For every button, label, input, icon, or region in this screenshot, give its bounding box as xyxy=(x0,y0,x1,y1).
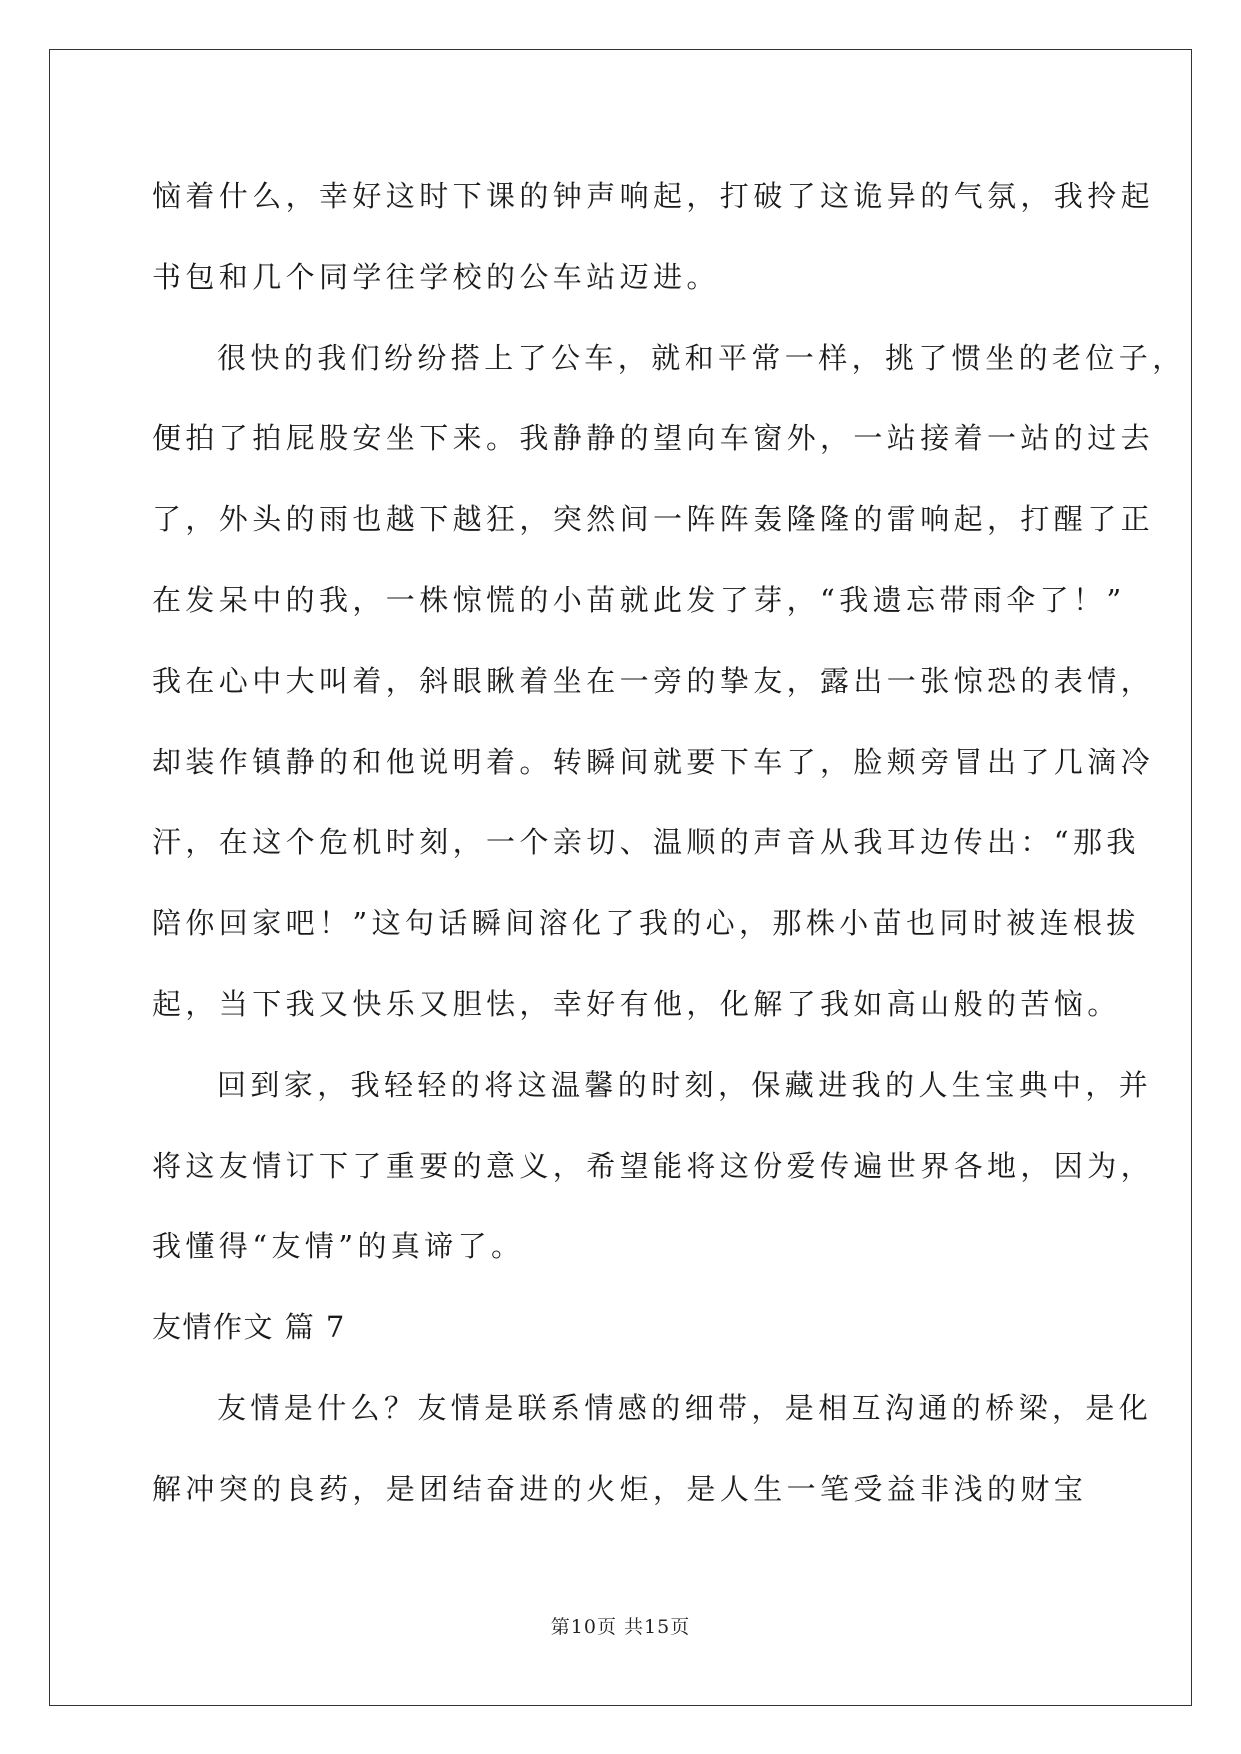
paragraph-line: 汗，在这个危机时刻，一个亲切、温顺的声音从我耳边传出：“那我 xyxy=(152,825,1140,860)
paragraph-line: 将这友情订下了重要的意义，希望能将这份爱传遍世界各地，因为， xyxy=(152,1148,1155,1183)
section-heading: 友情作文 篇 7 xyxy=(152,1310,346,1345)
page-mid: 页 共 xyxy=(596,1616,645,1638)
paragraph-line: 我在心中大叫着，斜眼瞅着坐在一旁的挚友，露出一张惊恐的表情， xyxy=(152,663,1155,698)
paragraph-line: 起，当下我又快乐又胆怯，幸好有他，化解了我如高山般的苦恼。 xyxy=(152,986,1121,1021)
paragraph-line: 友情是什么？友情是联系情感的细带，是相互沟通的桥梁，是化 xyxy=(217,1390,1153,1425)
paragraph-line: 却装作镇静的和他说明着。转瞬间就要下车了，脸颊旁冒出了几滴冷 xyxy=(152,744,1155,779)
page-total: 15 xyxy=(644,1616,671,1638)
paragraph-line: 回到家，我轻轻的将这温馨的时刻，保藏进我的人生宝典中，并 xyxy=(217,1067,1153,1102)
paragraph-line: 我懂得“友情”的真谛了。 xyxy=(152,1229,525,1264)
paragraph-line: 便拍了拍屁股安坐下来。我静静的望向车窗外，一站接着一站的过去 xyxy=(152,421,1155,456)
paragraph-line: 恼着什么，幸好这时下课的钟声响起，打破了这诡异的气氛，我拎起 xyxy=(152,179,1155,213)
document-body xyxy=(152,156,1186,1530)
page-current: 10 xyxy=(570,1616,597,1638)
page-footer xyxy=(0,1612,1241,1639)
paragraph-line: 在发呆中的我，一株惊慌的小苗就此发了芽，“我遗忘带雨伞了！” xyxy=(152,582,1126,617)
paragraph-line: 陪你回家吧！”这句话瞬间溶化了我的心，那株小苗也同时被连根拔 xyxy=(152,906,1140,941)
page-suffix: 页 xyxy=(670,1616,691,1638)
paragraph-line: 书包和几个同学往学校的公车站迈进。 xyxy=(152,259,720,294)
page-prefix: 第 xyxy=(550,1616,571,1638)
paragraph-line: 了，外头的雨也越下越狂，突然间一阵阵轰隆隆的雷响起，打醒了正 xyxy=(152,502,1155,537)
paragraph-line: 解冲突的良药，是团结奋进的火炬，是人生一笔受益非浅的财宝 xyxy=(152,1471,1088,1506)
paragraph-line: 很快的我们纷纷搭上了公车，就和平常一样，挑了惯坐的老位子， xyxy=(217,340,1186,375)
